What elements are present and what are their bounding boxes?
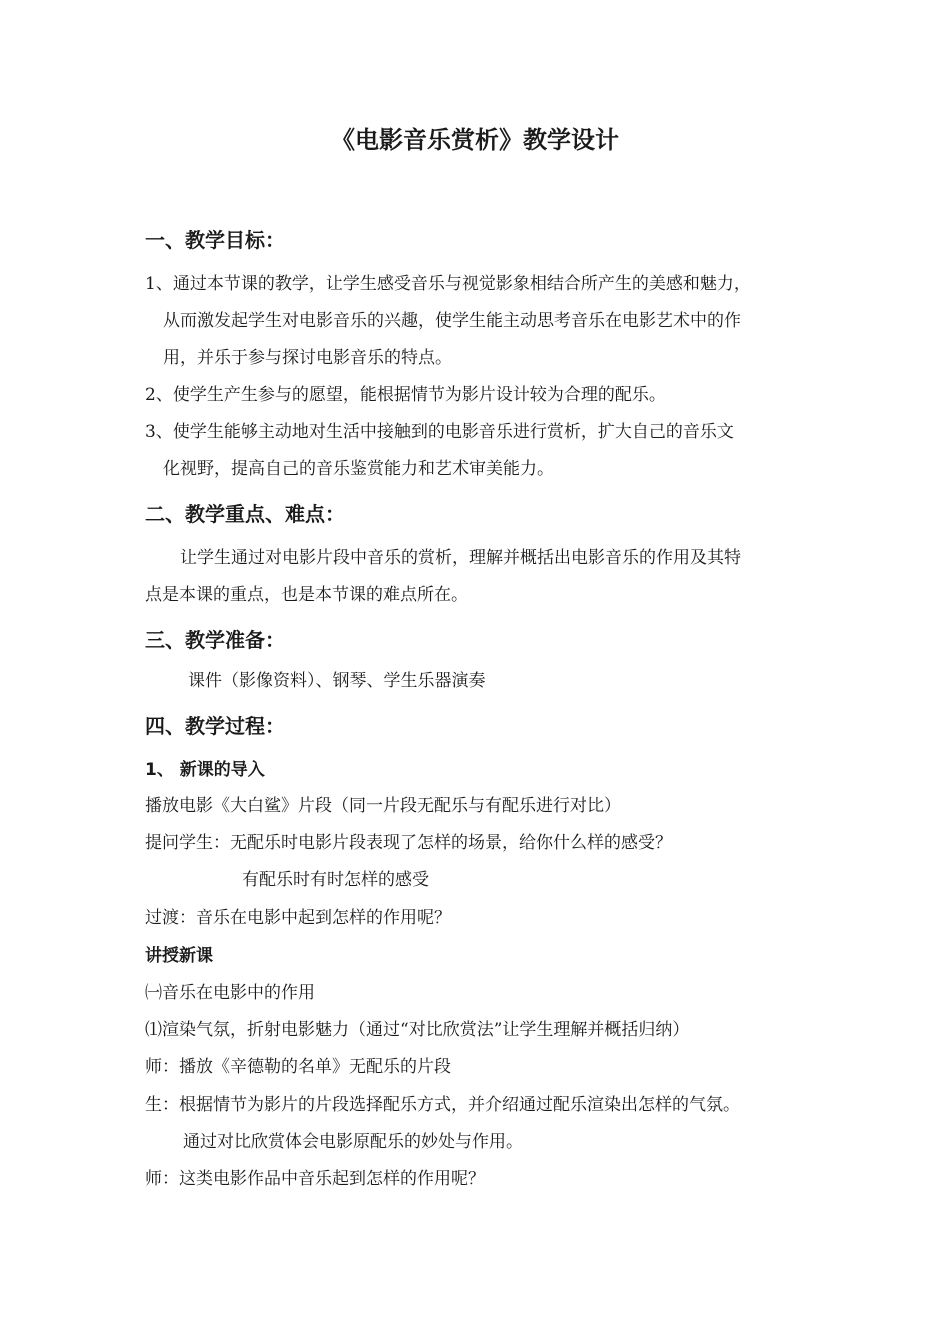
- key-points-line: 点是本课的重点，也是本节课的难点所在。: [145, 585, 468, 605]
- section-heading-preparation: 三、教学准备：: [145, 628, 285, 652]
- process-line: ㈠音乐在电影中的作用: [145, 983, 315, 1003]
- process-line: 师：这类电影作品中音乐起到怎样的作用呢？: [145, 1169, 485, 1189]
- process-line: 生：根据情节为影片的片段选择配乐方式，并介绍通过配乐渲染出怎样的气氛。: [145, 1095, 740, 1115]
- subheading-intro: 1、 新课的导入: [145, 760, 265, 780]
- process-line: 有配乐时有时怎样的感受: [242, 870, 429, 890]
- section-heading-key-points: 二、教学重点、难点：: [145, 502, 345, 526]
- goal-line: 1、通过本节课的教学，让学生感受音乐与视觉影象相结合所产生的美感和魅力，: [145, 274, 751, 294]
- process-line: 师：播放《辛德勒的名单》无配乐的片段: [145, 1057, 451, 1077]
- section-heading-process: 四、教学过程：: [145, 714, 285, 738]
- process-line: 提问学生：无配乐时电影片段表现了怎样的场景，给你什么样的感受？: [145, 833, 672, 853]
- process-line: 过渡：音乐在电影中起到怎样的作用呢？: [145, 908, 451, 928]
- goal-line: 2、使学生产生参与的愿望，能根据情节为影片设计较为合理的配乐。: [145, 385, 666, 405]
- process-line: ⑴渲染气氛，折射电影魅力（通过“对比欣赏法”让学生理解并概括归纳）: [145, 1020, 690, 1040]
- goal-line: 从而激发起学生对电影音乐的兴趣，使学生能主动思考音乐在电影艺术中的作: [163, 311, 741, 331]
- section-heading-goals: 一、教学目标：: [145, 228, 285, 252]
- goal-line: 用，并乐于参与探讨电影音乐的特点。: [163, 348, 452, 368]
- preparation-line: 课件（影像资料）、钢琴、学生乐器演奏: [188, 671, 486, 691]
- subheading-new-lesson: 讲授新课: [145, 946, 213, 966]
- goal-line: 3、使学生能够主动地对生活中接触到的电影音乐进行赏析，扩大自己的音乐文: [145, 422, 734, 442]
- key-points-line: 让学生通过对电影片段中音乐的赏析，理解并概括出电影音乐的作用及其特: [180, 548, 741, 568]
- document-title: 《电影音乐赏析》教学设计: [331, 126, 619, 154]
- process-line: 播放电影《大白鲨》片段（同一片段无配乐与有配乐进行对比）: [145, 796, 621, 816]
- goal-line: 化视野，提高自己的音乐鉴赏能力和艺术审美能力。: [163, 459, 554, 479]
- process-line: 通过对比欣赏体会电影原配乐的妙处与作用。: [183, 1132, 523, 1152]
